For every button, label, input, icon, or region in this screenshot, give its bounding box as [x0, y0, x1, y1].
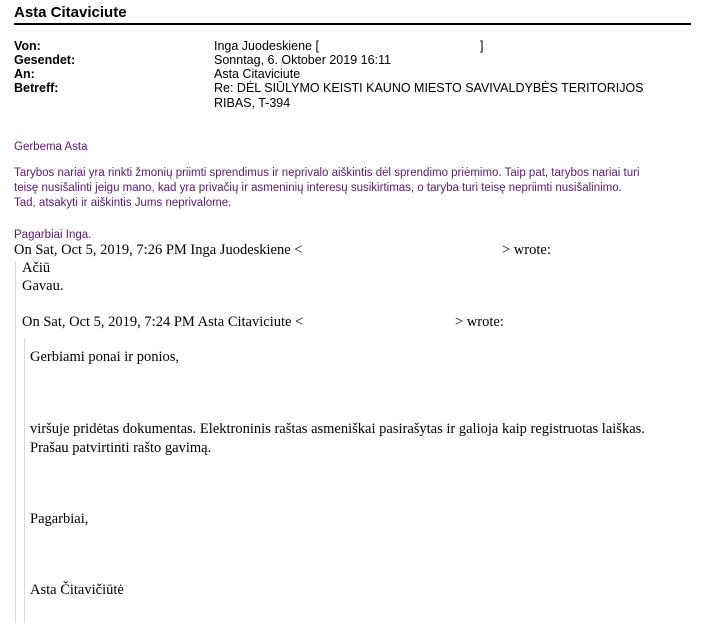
quote2-outer-bar	[15, 305, 16, 623]
from-value: Inga Juodeskiene [	[214, 39, 319, 53]
reply-body-line2: teisę nusišalinti jeigu mano, kad yra privačių ir asmeninių interesų susikirtimas, o taryba turi teisę nepriimti nusišalinimo.	[14, 182, 622, 194]
sent-value: Sonntag, 6. Oktober 2019 16:11	[214, 53, 391, 67]
quote1-attribution: On Sat, Oct 5, 2019, 7:26 PM Inga Juodeskiene <	[14, 242, 303, 258]
subject-label: Betreff:	[14, 81, 59, 95]
quote1-line1: Ačiū	[22, 260, 51, 276]
sent-label: Gesendet:	[14, 53, 76, 67]
quote2-attribution-end: > wrote:	[455, 314, 504, 330]
reply-greeting: Gerbema Asta	[14, 141, 88, 153]
to-value: Asta Citaviciute	[214, 67, 301, 81]
reply-body-line3: Tad, atsakyti ir aiškintis Jums neprivalome.	[14, 197, 232, 209]
from-label: Von:	[14, 39, 41, 53]
email-title: Asta Citaviciute	[14, 4, 127, 21]
quote2-attribution: On Sat, Oct 5, 2019, 7:24 PM Asta Citaviciute <	[22, 314, 304, 330]
quote2-body-line2: Prašau patvirtinti rašto gavimą.	[30, 440, 212, 456]
subject-value-line1: Re: DĖL SIŪLYMO KEISTI KAUNO MIESTO SAVIVALDYBĖS TERITORIJOS	[214, 81, 644, 95]
quote1-bar	[15, 261, 16, 305]
reply-body-line1: Tarybos nariai yra rinkti žmonių priimti sprendimus ir neprivalo aiškintis dėl sprendimo priėmimo. Taip pat, tarybos nariai turi	[14, 167, 640, 179]
quote1-attribution-end: > wrote:	[502, 242, 551, 258]
subject-value-line2: RIBAS, T-394	[214, 96, 291, 110]
quote2-signoff: Pagarbiai,	[30, 511, 89, 527]
quote2-signature: Asta Čitavičiūtė	[30, 582, 124, 598]
reply-signoff: Pagarbiai Inga.	[14, 229, 92, 241]
to-label: An:	[14, 67, 35, 81]
quote2-greeting: Gerbiami ponai ir ponios,	[30, 349, 180, 365]
quote1-line2: Gavau.	[22, 278, 64, 294]
title-divider	[14, 23, 691, 25]
quote2-inner-bar	[24, 338, 25, 623]
quote2-body-line1: viršuje pridėtas dokumentas. Elektroninis raštas asmeniškai pasirašytas ir galioja kaip registruotas laiškas.	[30, 421, 645, 437]
from-value-close: ]	[480, 39, 484, 53]
